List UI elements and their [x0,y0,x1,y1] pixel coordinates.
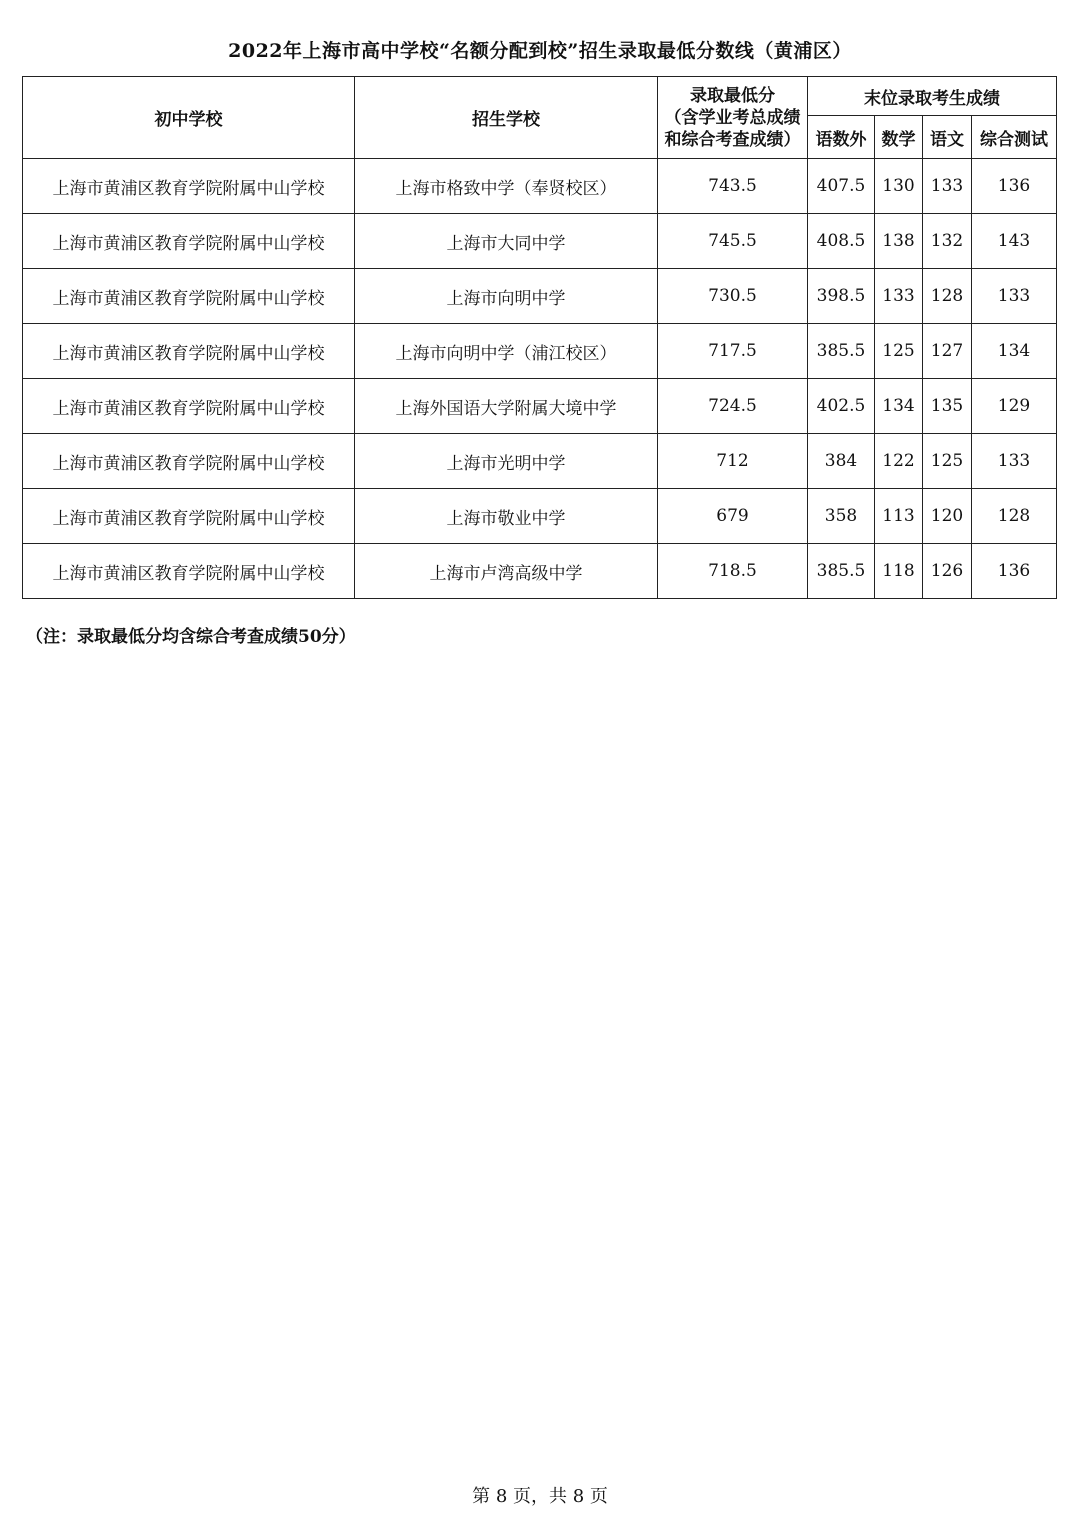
cell-ysw: 408.5 [808,214,875,269]
cell-admitting-school: 上海市格致中学（奉贤校区） [355,159,658,214]
cell-min-score: 724.5 [658,379,808,434]
cell-comprehensive: 136 [972,544,1057,599]
header-min-score [658,77,808,159]
cell-math: 113 [875,489,923,544]
cell-comprehensive: 129 [972,379,1057,434]
cell-math: 133 [875,269,923,324]
header-min-score-line2: （含学业考总成绩 [664,107,801,128]
table-row [23,159,1057,214]
table-row [23,214,1057,269]
cell-comprehensive: 133 [972,269,1057,324]
header-min-score-line1: 录取最低分 [690,85,775,106]
cell-comprehensive: 134 [972,324,1057,379]
cell-ysw: 385.5 [808,324,875,379]
table-row [23,379,1057,434]
cell-min-score: 718.5 [658,544,808,599]
cell-chinese: 133 [923,159,972,214]
cell-admitting-school: 上海市敬业中学 [355,489,658,544]
cell-math: 134 [875,379,923,434]
cell-chinese: 120 [923,489,972,544]
cell-admitting-school: 上海市向明中学（浦江校区） [355,324,658,379]
cell-junior-school: 上海市黄浦区教育学院附属中山学校 [23,489,355,544]
header-admitting-school: 招生学校 [355,77,658,159]
cell-ysw: 402.5 [808,379,875,434]
cell-math: 138 [875,214,923,269]
cell-min-score: 712 [658,434,808,489]
cell-admitting-school: 上海市大同中学 [355,214,658,269]
cell-math: 130 [875,159,923,214]
header-min-score-line3: 和综合考查成绩） [664,129,801,150]
header-comprehensive: 综合测试 [972,116,1057,159]
cell-math: 122 [875,434,923,489]
cell-min-score: 717.5 [658,324,808,379]
cell-min-score: 745.5 [658,214,808,269]
cell-ysw: 398.5 [808,269,875,324]
cell-chinese: 132 [923,214,972,269]
page-title: 2022年上海市高中学校“名额分配到校”招生录取最低分数线（黄浦区） [228,40,852,62]
cell-comprehensive: 128 [972,489,1057,544]
header-junior-school: 初中学校 [23,77,355,159]
header-math: 数学 [875,116,923,159]
footnote: （注：录取最低分均含综合考查成绩50分） [26,627,356,647]
header-chinese: 语文 [923,116,972,159]
table-row [23,324,1057,379]
cell-ysw: 358 [808,489,875,544]
cell-chinese: 128 [923,269,972,324]
cell-math: 118 [875,544,923,599]
cell-chinese: 125 [923,434,972,489]
table-row [23,544,1057,599]
cell-chinese: 127 [923,324,972,379]
cell-comprehensive: 136 [972,159,1057,214]
cell-admitting-school: 上海市卢湾高级中学 [355,544,658,599]
cell-min-score: 743.5 [658,159,808,214]
page-number: 第 8 页，共 8 页 [472,1486,608,1507]
cell-junior-school: 上海市黄浦区教育学院附属中山学校 [23,544,355,599]
cell-admitting-school: 上海市向明中学 [355,269,658,324]
cell-chinese: 126 [923,544,972,599]
cell-min-score: 730.5 [658,269,808,324]
cell-comprehensive: 143 [972,214,1057,269]
cell-admitting-school: 上海外国语大学附属大境中学 [355,379,658,434]
cell-ysw: 407.5 [808,159,875,214]
header-ysw: 语数外 [808,116,875,159]
cell-junior-school: 上海市黄浦区教育学院附属中山学校 [23,324,355,379]
cell-min-score: 679 [658,489,808,544]
table-row [23,489,1057,544]
cell-math: 125 [875,324,923,379]
cell-comprehensive: 133 [972,434,1057,489]
cell-junior-school: 上海市黄浦区教育学院附属中山学校 [23,434,355,489]
cell-junior-school: 上海市黄浦区教育学院附属中山学校 [23,159,355,214]
cell-ysw: 385.5 [808,544,875,599]
table-row [23,269,1057,324]
cell-junior-school: 上海市黄浦区教育学院附属中山学校 [23,269,355,324]
cell-ysw: 384 [808,434,875,489]
cell-admitting-school: 上海市光明中学 [355,434,658,489]
cell-chinese: 135 [923,379,972,434]
cell-junior-school: 上海市黄浦区教育学院附属中山学校 [23,214,355,269]
admission-score-table [22,76,1057,599]
cell-junior-school: 上海市黄浦区教育学院附属中山学校 [23,379,355,434]
header-last-admitted: 末位录取考生成绩 [808,77,1057,116]
table-row [23,434,1057,489]
